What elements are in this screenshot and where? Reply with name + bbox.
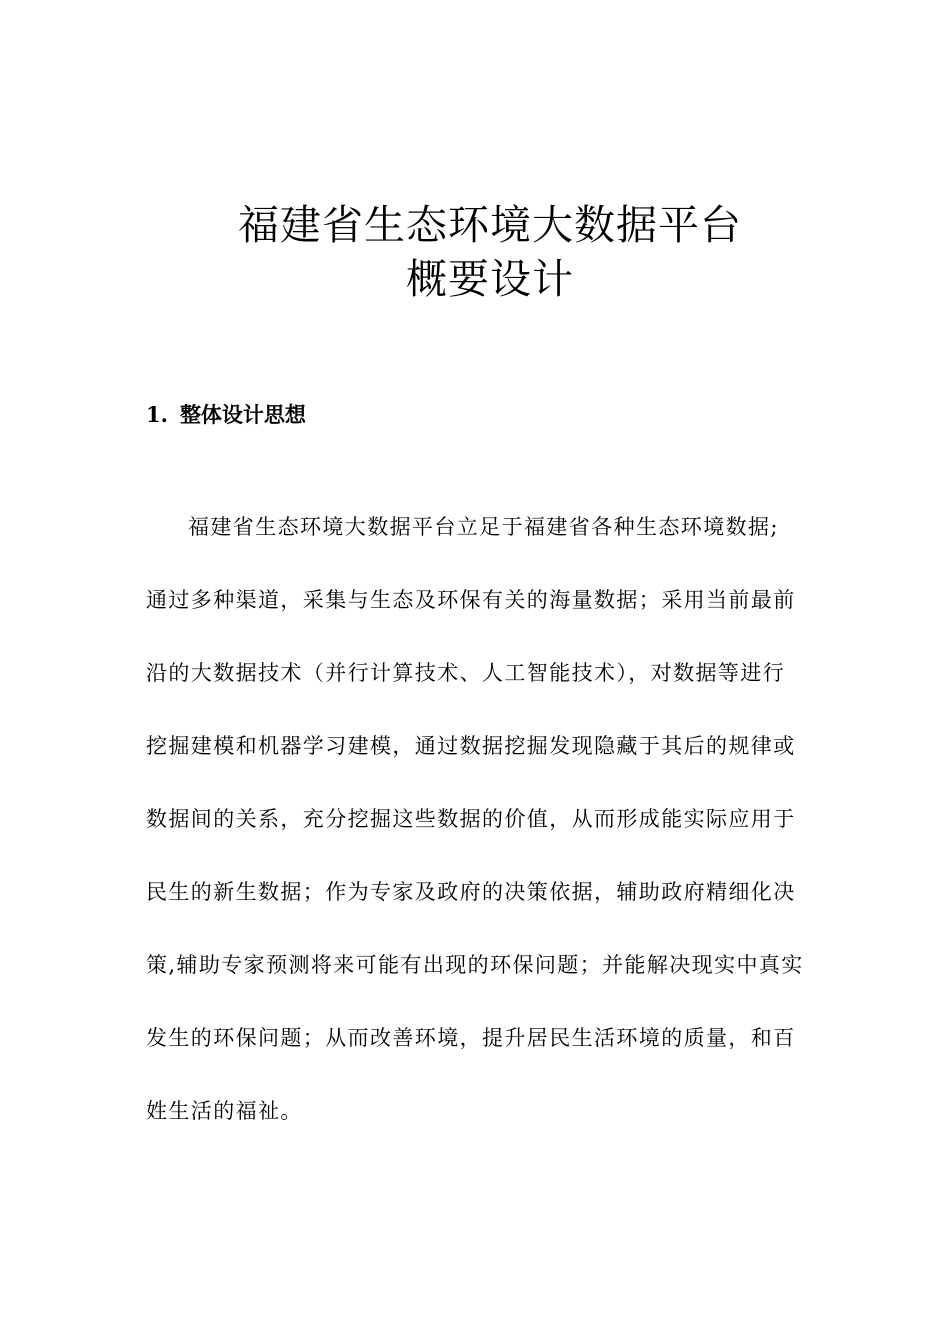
paragraph-line: 沿的大数据技术（并行计算技术、人工智能技术），对数据等进行 <box>146 661 786 685</box>
title-line-2: 概要设计 <box>406 255 574 303</box>
section-heading <box>146 400 306 430</box>
section-number: 1. <box>146 402 168 427</box>
section-title: 整体设计思想 <box>179 402 306 427</box>
paragraph-line: 福建省生态环境大数据平台立足于福建省各种生态环境数据; <box>188 515 779 539</box>
title-line-1: 福建省生态环境大数据平台 <box>238 201 742 249</box>
paragraph-line: 民生的新生数据；作为专家及政府的决策依据，辅助政府精细化决 <box>146 880 796 904</box>
paragraph-line: 通过多种渠道，采集与生态及环保有关的海量数据；采用当前最前 <box>146 588 796 612</box>
body-paragraph <box>146 512 826 1169</box>
paragraph-line: 发生的环保问题；从而改善环境，提升居民生活环境的质量，和百 <box>146 1026 796 1050</box>
paragraph-line: 策,辅助专家预测将来可能有出现的环保问题；并能解决现实中真实 <box>146 953 804 977</box>
paragraph-line: 姓生活的福祉。 <box>146 1099 303 1123</box>
document-title <box>0 198 950 306</box>
paragraph-line: 数据间的关系，充分挖掘这些数据的价值，从而形成能实际应用于 <box>146 807 796 831</box>
paragraph-line: 挖掘建模和机器学习建模，通过数据挖掘发现隐藏于其后的规律或 <box>146 734 796 758</box>
